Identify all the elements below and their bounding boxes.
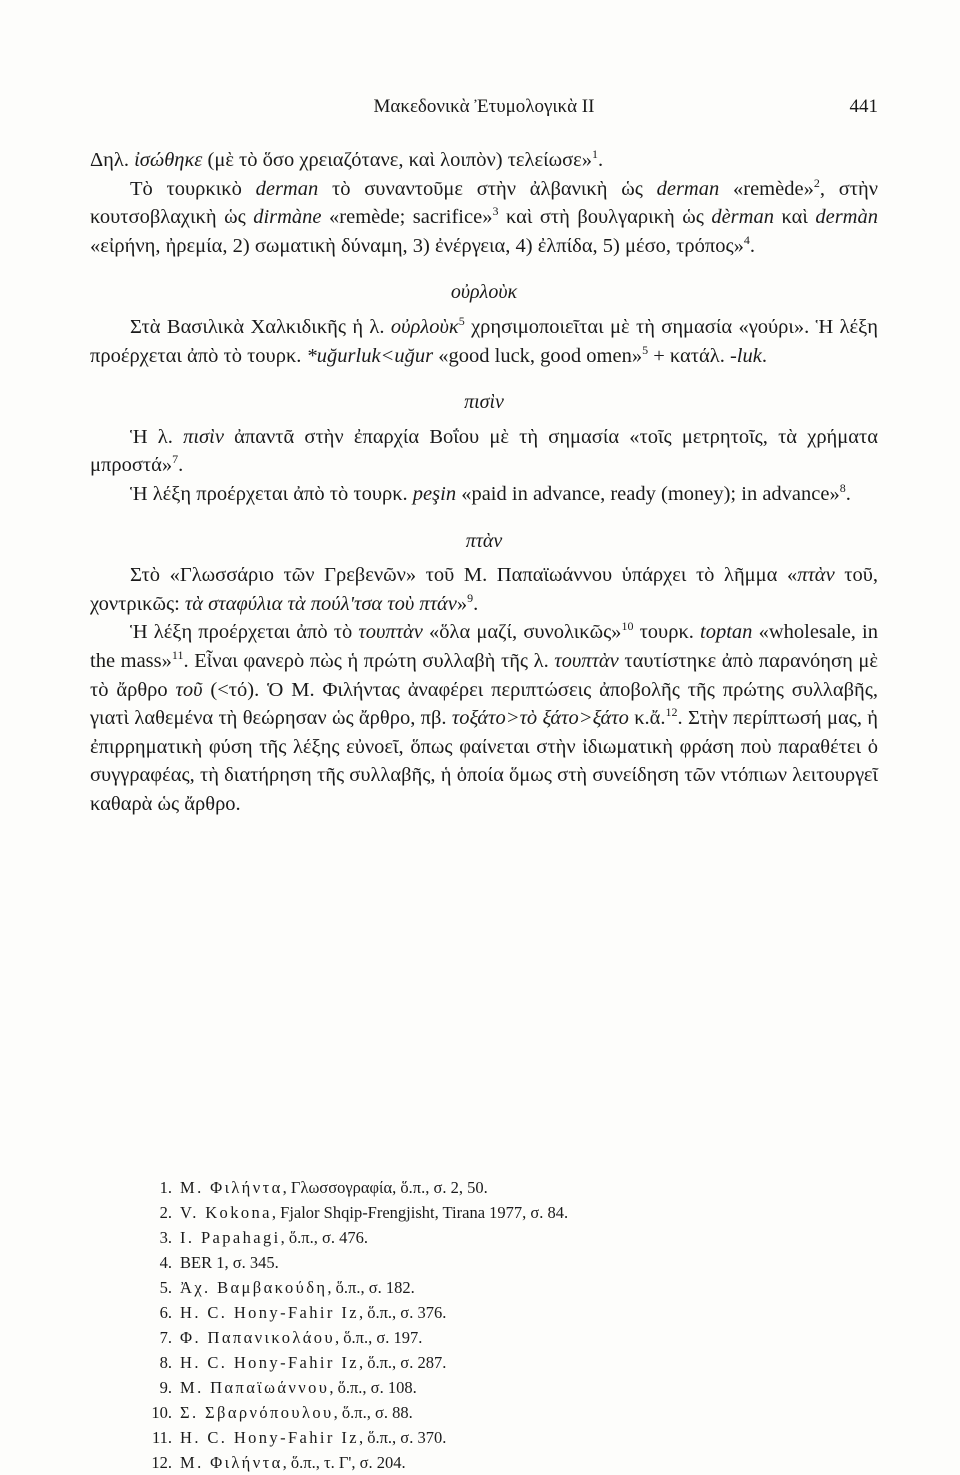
italic-term: -luk — [729, 344, 762, 367]
paragraph-4 — [90, 423, 878, 480]
footnote-author: BER — [180, 1253, 213, 1272]
footnote-ref[interactable]: 2 — [813, 175, 820, 190]
paragraph-2 — [90, 175, 878, 261]
footnote-number: 7. — [159, 1328, 172, 1347]
italic-term: τοξάτο>τὸ ξάτο>ξάτο — [451, 707, 629, 730]
footnote-number: 8. — [159, 1353, 172, 1372]
footnote-author: Μ. Φιλήντα — [180, 1178, 283, 1197]
footnote-item — [148, 1300, 568, 1325]
text-run: «ὅλα μαζί, συνολικῶς» — [422, 621, 622, 644]
text-run: κ.ἄ. — [628, 707, 666, 730]
footnote-ref[interactable]: 4 — [743, 232, 750, 247]
text-run: Ἡ λέξη προέρχεται ἀπὸ τὸ τουρκ. — [130, 482, 413, 505]
footnote-number: 2. — [159, 1203, 172, 1222]
italic-term: τοῦ — [175, 678, 203, 701]
footnote-author: Ἀχ. Βαμβακούδη — [180, 1278, 328, 1297]
text-run: Τὸ τουρκικὸ — [130, 177, 256, 200]
text-run: . Εἶναι φανερὸ πὼς ἡ πρώτη συλλαβὴ τῆς λ. — [183, 649, 555, 672]
italic-term: dirmàne — [253, 206, 322, 229]
running-title: Μακεδονικὰ Ἐτυμολογικὰ ΙΙ — [373, 96, 595, 117]
footnote-number: 11. — [151, 1428, 172, 1447]
footnote-author: Μ. Παπαϊωάννου — [180, 1378, 330, 1397]
footnote-author: H. C. Hony-Fahir Iz — [180, 1353, 359, 1372]
text-run: . — [473, 592, 479, 615]
text-run: «wholesale, in the mass» — [90, 621, 878, 672]
footnote-item — [148, 1450, 568, 1475]
text-run: Δηλ. — [90, 149, 135, 171]
footnote-author: Μ. Φιλήντα — [180, 1453, 283, 1472]
text-run: (<τό). Ὁ Μ. Φιλήντας ἀναφέρει περιπτώσεις ἀποβολῆς τῆς πρώτης συλλαβῆς, γιατὶ λαθεμένα τὴ θεώρησαν ὡς ἄρθρο, πβ. — [90, 678, 878, 730]
paragraph-1 — [90, 146, 878, 175]
italic-term: πτὰν — [797, 564, 835, 587]
italic-term: peşin — [412, 482, 457, 505]
text-run: » — [456, 592, 468, 615]
text-run: τοῦ, χοντρικῶς: — [90, 564, 878, 615]
text-run: , στὴν κουτσοβλαχικὴ ὡς — [90, 177, 878, 229]
running-header — [90, 96, 878, 126]
text-run: Στὸ «Γλωσσάριο τῶν Γρεβενῶν» τοῦ Μ. Παπαϊωάννου ὑπάρχει τὸ λῆμμα « — [130, 564, 798, 587]
footnote-number: 3. — [159, 1228, 172, 1247]
paragraph-7 — [90, 618, 878, 818]
italic-term: ἰσώθηκε — [134, 149, 203, 171]
entry-heading-ourlouk: οὐρλοὺκ — [450, 281, 518, 304]
text-run: . — [178, 454, 184, 477]
paragraph-5 — [90, 480, 878, 509]
footnote-text: , Fjalor Shqip-Frengjisht, Tirana 1977, σ. 84. — [271, 1203, 569, 1222]
footnote-item — [148, 1400, 568, 1425]
footnote-text: , ὅ.π., σ. 376. — [358, 1303, 447, 1322]
footnote-text: , ὅ.π., σ. 476. — [280, 1228, 368, 1247]
text-run: τουρκ. — [633, 621, 701, 644]
footnote-number: 10. — [151, 1403, 172, 1422]
footnote-item — [148, 1250, 568, 1275]
text-run: τὸ συναντοῦμε στὴν ἀλβανικὴ ὡς — [318, 177, 657, 200]
entry-heading-pisin: πισὶν — [464, 391, 504, 414]
text-run: (μὲ τὸ ὅσο χρειαζότανε, καὶ λοιπὸν) τελείωσε» — [202, 149, 593, 171]
footnote-item — [148, 1425, 568, 1450]
footnote-number: 5. — [159, 1278, 172, 1297]
footnote-item — [148, 1200, 568, 1225]
text-run: ταυτίστηκε ἀπὸ παρανόηση μὲ τὸ ἄρθρο — [90, 649, 878, 701]
italic-term: derman — [255, 177, 319, 200]
italic-term: οὐρλοὺκ — [390, 315, 459, 338]
text-run: καὶ στὴ βουλγαρικὴ ὡς — [498, 206, 712, 229]
footnote-item — [148, 1225, 568, 1250]
text-run: «εἰρήνη, ἠρεμία, 2) σωματικὴ δύναμη, 3) ἐνέργεια, 4) ἐλπίδα, 5) μέσο, τρόπος» — [90, 234, 744, 257]
footnote-text: , Γλωσσογραφία, ὅ.π., σ. 2, 50. — [282, 1178, 488, 1197]
italic-term: πισὶν — [183, 425, 224, 448]
footnote-text: , ὅ.π., σ. 182. — [327, 1278, 415, 1297]
text-run: «good luck, good omen» — [433, 344, 643, 367]
footnote-text: , ὅ.π., τ. Γ', σ. 204. — [282, 1453, 406, 1472]
footnote-author: V. Kokona — [180, 1203, 272, 1222]
text-run: «paid in advance, ready (money); in advance» — [456, 482, 840, 505]
text-run: Ἡ λέξη προέρχεται ἀπὸ τὸ — [130, 621, 359, 644]
text-run: + κατάλ. — [648, 344, 730, 367]
footnote-ref[interactable]: 3 — [492, 204, 499, 219]
text-run: . Στὴν περίπτωσή μας, ἡ ἐπιρρηματικὴ φύση τῆς λέξης εὐνοεῖ, ὅπως φαίνεται στὴν ἰδιωματικὴ φράση ποὺ παραθέτει ὁ συγγραφέας, τὴ διατήρηση τῆς συλλαβῆς, ἡ ὁποία ὅμως στὴ συνείδηση τῶν ντόπιων λειτουργεῖ καθαρὰ ὡς ἄρθρο. — [90, 707, 878, 815]
footnote-number: 4. — [159, 1253, 172, 1272]
italic-term: τουπτὰν — [554, 649, 619, 672]
text-run: Στὰ Βασιλικὰ Χαλκιδικῆς ἡ λ. — [130, 315, 391, 338]
italic-term: dèrman — [711, 206, 774, 229]
footnote-author: H. C. Hony-Fahir Iz — [180, 1428, 359, 1447]
footnote-number: 9. — [159, 1378, 172, 1397]
text-run: . — [761, 344, 767, 367]
italic-term: derman — [656, 177, 720, 200]
footnote-ref[interactable]: 7 — [172, 452, 179, 467]
footnote-ref[interactable]: 10 — [621, 619, 634, 634]
footnote-number: 6. — [159, 1303, 172, 1322]
entry-heading-ptan: πτὰν — [465, 529, 503, 552]
italic-term: τουπτὰν — [358, 621, 423, 644]
italic-term: dermàn — [815, 206, 878, 229]
footnote-ref[interactable]: 1 — [592, 147, 599, 162]
text-run: . — [598, 149, 604, 171]
footnote-item — [148, 1350, 568, 1375]
footnote-text: , ὅ.π., σ. 108. — [329, 1378, 417, 1397]
footnote-ref[interactable]: 5 — [642, 342, 649, 357]
paragraph-3 — [90, 313, 878, 370]
footnote-item — [148, 1275, 568, 1300]
footnote-ref[interactable]: 5 — [458, 314, 465, 329]
footnote-author: I. Papahagi — [180, 1228, 281, 1247]
text-run: ἀπαντᾶ στὴν ἐπαρχία Βοΐου μὲ τὴ σημασία «τοῖς μετρητοῖς, τὰ χρήματα μπροστά» — [90, 425, 878, 477]
italic-term: toptan — [700, 621, 753, 644]
footnote-item — [148, 1175, 568, 1200]
footnote-ref[interactable]: 11 — [171, 648, 184, 663]
footnote-ref[interactable]: 8 — [839, 481, 846, 496]
footnote-item — [148, 1375, 568, 1400]
footnote-ref[interactable]: 9 — [467, 590, 474, 605]
text-run: χρησιμοποιεῖται μὲ τὴ σημασία «γούρι». Ἡ λέξη προέρχεται ἀπὸ τὸ τουρκ. — [90, 315, 879, 367]
footnote-text: , ὅ.π., σ. 370. — [358, 1428, 447, 1447]
footnote-author: Φ. Παπανικολάου — [180, 1328, 336, 1347]
footnote-text: , ὅ.π., σ. 197. — [335, 1328, 423, 1347]
italic-term: *uğurluk<uğur — [306, 344, 434, 367]
footnote-author: Σ. Σβαρνόπουλου — [180, 1403, 334, 1422]
footnote-text: , ὅ.π., σ. 88. — [333, 1403, 413, 1422]
footnote-text: , ὅ.π., σ. 287. — [358, 1353, 447, 1372]
italic-term: τὰ σταφύλια τὰ πούλ'τσα τοὺ πτάν — [184, 592, 457, 615]
text-run: . — [845, 482, 851, 505]
footnote-number: 1. — [159, 1178, 172, 1197]
main-text — [90, 146, 878, 818]
footnote-number: 12. — [151, 1453, 172, 1472]
text-run: «remède; sacrifice» — [321, 206, 493, 229]
page-number: 441 — [849, 96, 878, 117]
paragraph-6 — [90, 561, 878, 618]
footnote-ref[interactable]: 12 — [665, 705, 678, 720]
footnote-item — [148, 1325, 568, 1350]
footnotes — [148, 1175, 568, 1475]
footnote-author: H. C. Hony-Fahir Iz — [180, 1303, 359, 1322]
text-run: «remède» — [719, 177, 814, 200]
text-run: Ἡ λ. — [130, 425, 184, 448]
footnote-text: 1, σ. 345. — [212, 1253, 279, 1272]
text-run: καὶ — [773, 206, 816, 229]
text-run: . — [749, 234, 755, 257]
